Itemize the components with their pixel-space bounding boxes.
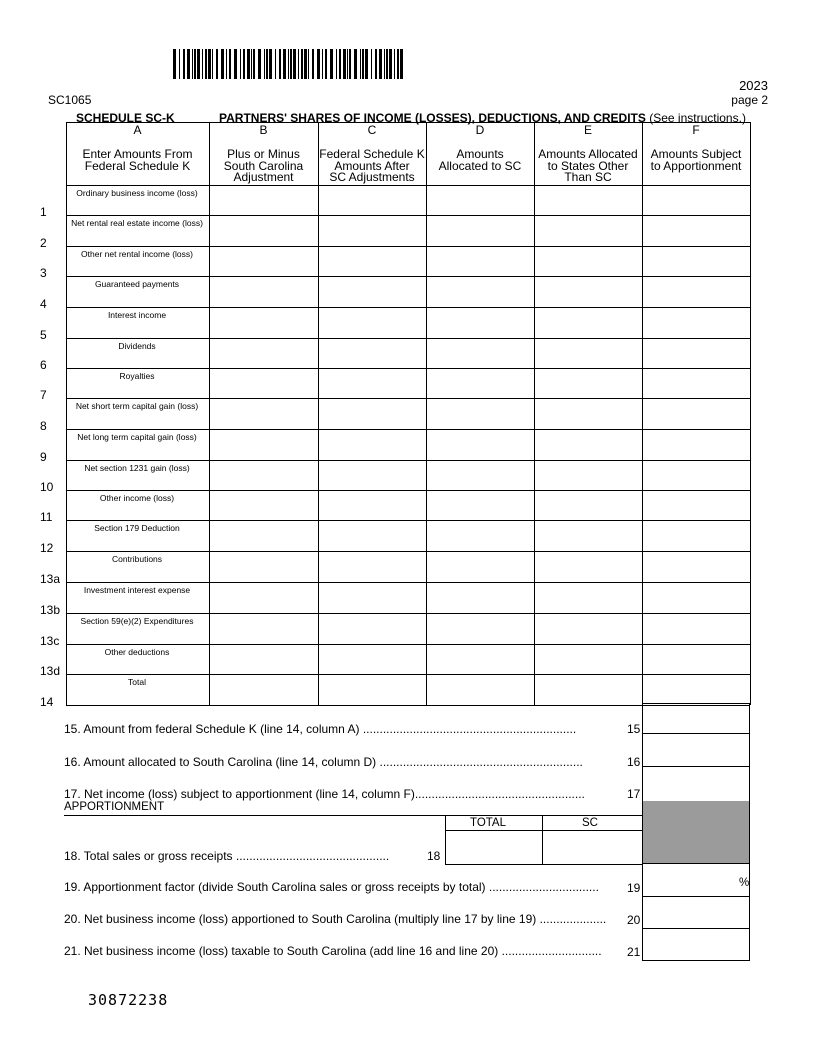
- line-19-input[interactable]: [642, 864, 750, 897]
- row-number: 13a: [40, 572, 61, 586]
- column-heading-line: Amounts Subject: [650, 147, 742, 161]
- line-3-col-f-input[interactable]: [643, 247, 750, 276]
- line-11-col-f-input[interactable]: [643, 491, 750, 520]
- line-18-total-input[interactable]: [446, 831, 542, 864]
- line-11-col-c-input[interactable]: [319, 491, 426, 520]
- line-12-col-e-input[interactable]: [535, 521, 642, 551]
- line-13a-col-f-input[interactable]: [643, 552, 750, 582]
- line-13a-col-e-input[interactable]: [535, 552, 642, 582]
- row-number: 11: [40, 510, 53, 524]
- totals-bottom-rule: [445, 864, 642, 865]
- line-5-col-d-input[interactable]: [427, 308, 534, 338]
- row-label: Net short term capital gain (loss): [75, 401, 199, 411]
- apportionment-rule: [64, 815, 642, 816]
- line-15-input[interactable]: [642, 703, 750, 734]
- line-1-col-c-input[interactable]: [319, 186, 426, 215]
- line-12-col-d-input[interactable]: [427, 521, 534, 551]
- line-2-col-c-input[interactable]: [319, 216, 426, 246]
- line-1-col-f-input[interactable]: [643, 186, 750, 215]
- line-12-col-c-input[interactable]: [319, 521, 426, 551]
- barcode-image: [173, 49, 403, 79]
- schedule-name: SCHEDULE SC-K: [76, 111, 175, 125]
- column-a-heading: [66, 149, 209, 172]
- line-3-col-e-input[interactable]: [535, 247, 642, 276]
- column-f-heading: [642, 149, 750, 172]
- line-13d-col-f-input[interactable]: [643, 645, 750, 674]
- line-11-col-b-input[interactable]: [210, 491, 318, 520]
- form-code: SC1065: [48, 93, 92, 107]
- line-5-col-b-input[interactable]: [210, 308, 318, 338]
- row-number: 10: [40, 480, 54, 494]
- column-b-heading: [209, 149, 318, 184]
- line-7-col-e-input[interactable]: [535, 369, 642, 398]
- line-14-col-f-input[interactable]: [643, 675, 750, 705]
- line-13c-col-d-input[interactable]: [427, 614, 534, 644]
- line-4-col-f-input[interactable]: [643, 277, 750, 307]
- line-13b-col-d-input[interactable]: [427, 583, 534, 613]
- row-label: Other deductions: [104, 647, 170, 657]
- line-10-col-e-input[interactable]: [535, 461, 642, 490]
- line-6-col-e-input[interactable]: [535, 339, 642, 368]
- line-2-col-e-input[interactable]: [535, 216, 642, 246]
- line-6-col-f-input[interactable]: [643, 339, 750, 368]
- line-3-col-c-input[interactable]: [319, 247, 426, 276]
- line-8-col-c-input[interactable]: [319, 399, 426, 429]
- row-number: 5: [40, 328, 47, 342]
- column-heading-line: Amounts Allocated: [538, 147, 638, 161]
- line-13c-col-c-input[interactable]: [319, 614, 426, 644]
- line-7-col-b-input[interactable]: [210, 369, 318, 398]
- line-16-input[interactable]: [642, 733, 750, 767]
- line-20-number: 20: [627, 913, 641, 927]
- line-1-col-e-input[interactable]: [535, 186, 642, 215]
- page-number: page 2: [731, 93, 768, 107]
- schedule-title-note: (See instructions.): [649, 111, 746, 125]
- line-4-col-b-input[interactable]: [210, 277, 318, 307]
- row-label: Ordinary business income (loss): [76, 188, 198, 198]
- line-3-col-b-input[interactable]: [210, 247, 318, 276]
- line-9-col-f-input[interactable]: [643, 430, 750, 460]
- line-13b-col-b-input[interactable]: [210, 583, 318, 613]
- line-12-col-f-input[interactable]: [643, 521, 750, 551]
- column-d-heading: [426, 149, 534, 172]
- line-17-number: 17: [627, 787, 641, 801]
- line-13c-col-b-input[interactable]: [210, 614, 318, 644]
- line-4-col-e-input[interactable]: [535, 277, 642, 307]
- row-label: Royalties: [119, 371, 155, 381]
- line-8-col-b-input[interactable]: [210, 399, 318, 429]
- line-5-col-c-input[interactable]: [319, 308, 426, 338]
- line-16-number: 16: [627, 755, 641, 769]
- line-19-number: 19: [627, 881, 641, 895]
- line-14-col-d-input[interactable]: [427, 675, 534, 705]
- column-heading-line: Federal Schedule K: [84, 158, 191, 173]
- line-1-col-d-input[interactable]: [427, 186, 534, 215]
- column-b-letter: B: [259, 123, 268, 137]
- line-10-col-c-input[interactable]: [319, 461, 426, 490]
- line-8-col-f-input[interactable]: [643, 399, 750, 429]
- line-18-number: 18: [427, 849, 441, 863]
- row-label: Section 179 Deduction: [94, 523, 180, 533]
- row-number: 13c: [40, 634, 60, 648]
- line-13c-col-e-input[interactable]: [535, 614, 642, 644]
- line-13a-col-d-input[interactable]: [427, 552, 534, 582]
- row-label: Net long term capital gain (loss): [77, 432, 197, 442]
- total-column-label: TOTAL: [470, 817, 506, 829]
- line-14-col-b-input[interactable]: [210, 675, 318, 705]
- line-2-col-f-input[interactable]: [643, 216, 750, 246]
- line-15-text: 15. Amount from federal Schedule K (line 14, column A) ................................................................: [64, 722, 577, 736]
- line-6-col-b-input[interactable]: [210, 339, 318, 368]
- line-13d-col-d-input[interactable]: [427, 645, 534, 674]
- row-label: Net rental real estate income (loss): [71, 218, 203, 228]
- line-7-col-c-input[interactable]: [319, 369, 426, 398]
- line-14-col-c-input[interactable]: [319, 675, 426, 705]
- row-label: Dividends: [118, 341, 156, 351]
- line-8-col-d-input[interactable]: [427, 399, 534, 429]
- line-7-col-f-input[interactable]: [643, 369, 750, 398]
- row-label: Other income (loss): [99, 493, 175, 503]
- line-13d-col-e-input[interactable]: [535, 645, 642, 674]
- row-number: 9: [40, 450, 47, 464]
- column-heading-line: Allocated to SC: [438, 158, 522, 173]
- line-6-col-d-input[interactable]: [427, 339, 534, 368]
- column-d-letter: D: [475, 123, 485, 137]
- row-number: 13d: [40, 664, 61, 678]
- table-top-rule: [66, 122, 750, 123]
- line-13d-col-b-input[interactable]: [210, 645, 318, 674]
- apportionment-heading: APPORTIONMENT: [64, 801, 165, 813]
- row-number: 3: [40, 266, 47, 280]
- line-13b-col-c-input[interactable]: [319, 583, 426, 613]
- line-20-text: 20. Net business income (loss) apportioned to South Carolina (multiply line 17 by line 19) ....................: [64, 912, 607, 926]
- row-label: Contributions: [111, 554, 163, 564]
- column-c-letter: C: [367, 123, 377, 137]
- column-heading-line: to Apportionment: [650, 158, 742, 173]
- column-a-letter: A: [133, 123, 142, 137]
- line-19-text: 19. Apportionment factor (divide South Carolina sales or gross receipts by total) .................................: [64, 880, 599, 894]
- column-heading-line: Adjustment: [233, 170, 294, 184]
- schedule-title-text: PARTNERS' SHARES OF INCOME (LOSSES), DEDUCTIONS, AND CREDITS: [219, 111, 646, 125]
- row-label: Interest income: [107, 310, 167, 320]
- line-3-col-d-input[interactable]: [427, 247, 534, 276]
- shaded-block: [642, 801, 750, 864]
- line-4-col-c-input[interactable]: [319, 277, 426, 307]
- column-c-heading: [318, 149, 426, 184]
- column-heading-line: Plus or Minus: [227, 147, 300, 161]
- line-9-col-e-input[interactable]: [535, 430, 642, 460]
- line-13b-col-f-input[interactable]: [643, 583, 750, 613]
- line-13b-col-e-input[interactable]: [535, 583, 642, 613]
- line-10-col-b-input[interactable]: [210, 461, 318, 490]
- column-heading-line: Than SC: [564, 170, 612, 184]
- line-2-col-b-input[interactable]: [210, 216, 318, 246]
- table-column-rule: [750, 122, 751, 705]
- row-label: Section 59(e)(2) Expenditures: [80, 616, 194, 626]
- line-13a-col-c-input[interactable]: [319, 552, 426, 582]
- row-number: 6: [40, 358, 47, 372]
- line-4-col-d-input[interactable]: [427, 277, 534, 307]
- line-13a-col-b-input[interactable]: [210, 552, 318, 582]
- line-13d-col-c-input[interactable]: [319, 645, 426, 674]
- row-label: Net section 1231 gain (loss): [84, 463, 190, 473]
- column-f-letter: F: [692, 123, 700, 137]
- line-7-col-d-input[interactable]: [427, 369, 534, 398]
- line-18-sc-input[interactable]: [543, 831, 642, 864]
- line-17-text: 17. Net income (loss) subject to apportionment (line 14, column F)...................................................: [64, 787, 585, 801]
- line-9-col-d-input[interactable]: [427, 430, 534, 460]
- row-number: 1: [40, 205, 47, 219]
- line-16-text: 16. Amount allocated to South Carolina (line 14, column D) .............................................................: [64, 755, 583, 769]
- percent-sign: %: [739, 877, 750, 889]
- column-heading-line: Amounts: [456, 147, 504, 161]
- line-10-col-f-input[interactable]: [643, 461, 750, 490]
- line-2-col-d-input[interactable]: [427, 216, 534, 246]
- column-heading-line: Enter Amounts From: [82, 147, 193, 161]
- row-label: Investment interest expense: [83, 585, 191, 595]
- column-e-heading: [534, 149, 642, 184]
- line-5-col-e-input[interactable]: [535, 308, 642, 338]
- line-10-col-d-input[interactable]: [427, 461, 534, 490]
- line-21-input[interactable]: [642, 928, 750, 961]
- line-11-col-e-input[interactable]: [535, 491, 642, 520]
- row-label: Total: [128, 677, 146, 687]
- row-number: 13b: [40, 603, 61, 617]
- form-id-code: 30872238: [88, 991, 169, 1009]
- row-number: 14: [40, 695, 54, 709]
- line-6-col-c-input[interactable]: [319, 339, 426, 368]
- form-year: 2023: [739, 78, 768, 93]
- line-11-col-d-input[interactable]: [427, 491, 534, 520]
- row-label: Other net rental income (loss): [81, 249, 193, 259]
- line-1-col-b-input[interactable]: [210, 186, 318, 215]
- row-label: Guaranteed payments: [94, 279, 180, 289]
- line-18-text: 18. Total sales or gross receipts ..............................................: [64, 849, 390, 863]
- row-number: 2: [40, 236, 47, 250]
- line-21-text: 21. Net business income (loss) taxable to South Carolina (add line 16 and line 20) ..............................: [64, 944, 602, 958]
- line-8-col-e-input[interactable]: [535, 399, 642, 429]
- row-number: 8: [40, 419, 47, 433]
- column-heading-line: Amounts After: [334, 158, 410, 173]
- line-9-col-c-input[interactable]: [319, 430, 426, 460]
- line-5-col-f-input[interactable]: [643, 308, 750, 338]
- line-14-col-e-input[interactable]: [535, 675, 642, 705]
- column-heading-line: to States Other: [547, 158, 629, 173]
- row-number: 12: [40, 541, 54, 555]
- column-e-letter: E: [583, 123, 592, 137]
- line-17-input[interactable]: [642, 766, 750, 802]
- column-heading-line: South Carolina: [223, 158, 304, 173]
- line-13c-col-f-input[interactable]: [643, 614, 750, 644]
- sc-column-label: SC: [582, 817, 598, 829]
- line-15-number: 15: [627, 722, 641, 736]
- row-number: 7: [40, 388, 47, 402]
- column-heading-line: Federal Schedule K: [319, 147, 425, 161]
- line-20-input[interactable]: [642, 896, 750, 929]
- line-21-number: 21: [627, 945, 641, 959]
- line-9-col-b-input[interactable]: [210, 430, 318, 460]
- line-12-col-b-input[interactable]: [210, 521, 318, 551]
- row-number: 4: [40, 297, 47, 311]
- column-heading-line: SC Adjustments: [329, 170, 415, 184]
